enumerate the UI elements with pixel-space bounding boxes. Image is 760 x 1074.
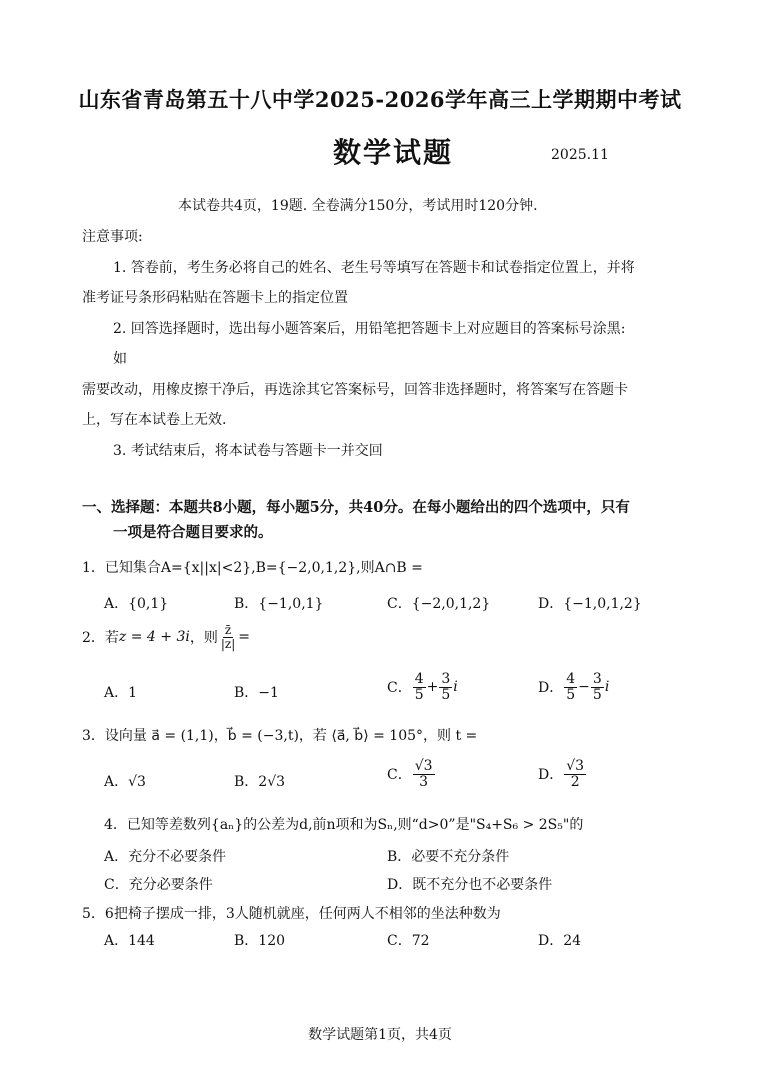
- option-label: D．: [538, 767, 564, 784]
- option-d: [538, 672, 609, 702]
- fraction-numerator: z̄: [224, 623, 232, 637]
- numerator: 3: [441, 671, 451, 687]
- denominator: 2: [570, 773, 580, 790]
- option-b: B．必要不充分条件: [387, 849, 510, 865]
- option-d: D．{−1,0,1,2}: [538, 596, 642, 612]
- stem-fraction: [219, 624, 237, 650]
- notice-line: 2. 回答选择题时，选出每小题答案后，用铅笔把答题卡上对应题目的答案标号涂黑:: [113, 321, 626, 337]
- stem-prefix: 2．若: [82, 630, 119, 647]
- notice-line: 需要改动，用橡皮擦干净后，再选涂其它答案标号，回答非选择题时，将答案写在答题卡: [82, 382, 628, 398]
- notice-line: 1. 答卷前，考生务必将自己的姓名、老生号等填写在答题卡和试卷指定位置上，并将: [113, 260, 635, 276]
- question-3-stem: 3．设向量 a⃗ = (1,1)，b⃗ = (−3,t)，若 ⟨a⃗, b⃗⟩ = 105°，则 t =: [82, 728, 478, 744]
- option-a: A．144: [104, 933, 155, 949]
- option-d: D．24: [538, 933, 582, 949]
- denominator: 5: [441, 686, 451, 703]
- fraction: [413, 759, 435, 789]
- question-1-stem: 1．已知集合A={x||x|<2},B={−2,0,1,2},则A∩B =: [82, 560, 423, 576]
- stem-mid: ，则: [189, 630, 218, 647]
- denominator: 5: [566, 686, 576, 703]
- denominator: 5: [414, 686, 424, 703]
- imaginary-unit: i: [604, 679, 610, 696]
- denominator: 3: [419, 773, 429, 790]
- numerator: 4: [414, 671, 424, 687]
- exam-title: 山东省青岛第五十八中学2025-2026学年高三上学期期中考试: [78, 87, 682, 112]
- fraction: [591, 672, 604, 702]
- exam-date: 2025.11: [551, 147, 609, 163]
- section-heading: 一、选择题：本题共8小题，每小题5分，共40分。在每小题给出的四个选项中，只有: [82, 499, 630, 516]
- option-b: B．−1: [234, 685, 279, 701]
- notice-line: 上，写在本试卷上无效.: [82, 412, 227, 428]
- denominator: 5: [592, 686, 602, 703]
- notice-line: 准考证号条形码粘贴在答题卡上的指定位置: [82, 290, 348, 306]
- option-c: C．充分必要条件: [104, 877, 213, 893]
- option-c: [387, 759, 436, 789]
- subject-title: 数学试题: [333, 136, 454, 169]
- numerator: √3: [414, 758, 433, 774]
- option-c: C．72: [387, 933, 430, 949]
- fraction: [413, 672, 426, 702]
- stem-equation: z = 4 + 3i: [118, 629, 190, 646]
- option-a: A．√3: [104, 774, 146, 790]
- operator: −: [578, 679, 590, 696]
- intro-text: 本试卷共4页，19题. 全卷满分150分，考试用时120分钟.: [178, 198, 538, 214]
- notice-line: 如: [113, 351, 127, 367]
- option-b: B．{−1,0,1}: [234, 596, 324, 612]
- option-label: C．: [387, 767, 412, 784]
- option-a: A．{0,1}: [104, 596, 169, 612]
- page-footer: 数学试题第1页，共4页: [308, 1027, 452, 1043]
- question-2-stem: [82, 624, 250, 650]
- fraction-denominator: |z|: [220, 636, 236, 651]
- notice-line: 3. 考试结束后，将本试卷与答题卡一并交回: [113, 443, 383, 459]
- option-a: A．1: [104, 685, 138, 701]
- stem-suffix: =: [238, 629, 251, 646]
- operator: +: [426, 679, 439, 696]
- option-b: B．120: [234, 933, 286, 949]
- numerator: √3: [566, 758, 585, 774]
- option-a: A．充分不必要条件: [104, 849, 227, 865]
- imaginary-unit: i: [453, 679, 458, 696]
- option-d: D．既不充分也不必要条件: [387, 877, 553, 893]
- fraction: [564, 759, 586, 789]
- question-5-stem: 5．6把椅子摆成一排，3人随机就座，任何两人不相邻的坐法种数为: [82, 906, 501, 922]
- numerator: 4: [566, 671, 576, 687]
- section-heading-cont: 一项是符合题目要求的。: [113, 524, 273, 541]
- fraction: [439, 672, 452, 702]
- fraction: [564, 672, 577, 702]
- option-b: B．2√3: [234, 774, 286, 790]
- option-label: C．: [387, 680, 412, 697]
- option-c: [387, 672, 458, 702]
- option-d: [538, 759, 587, 789]
- option-c: C．{−2,0,1,2}: [387, 596, 491, 612]
- option-label: D．: [538, 680, 564, 697]
- numerator: 3: [592, 671, 602, 687]
- notice-heading: 注意事项:: [82, 229, 143, 245]
- question-4-stem: 4．已知等差数列{aₙ}的公差为d,前n项和为Sₙ,则“d>0”是"S₄+S₆ > 2S₅"的: [104, 817, 584, 833]
